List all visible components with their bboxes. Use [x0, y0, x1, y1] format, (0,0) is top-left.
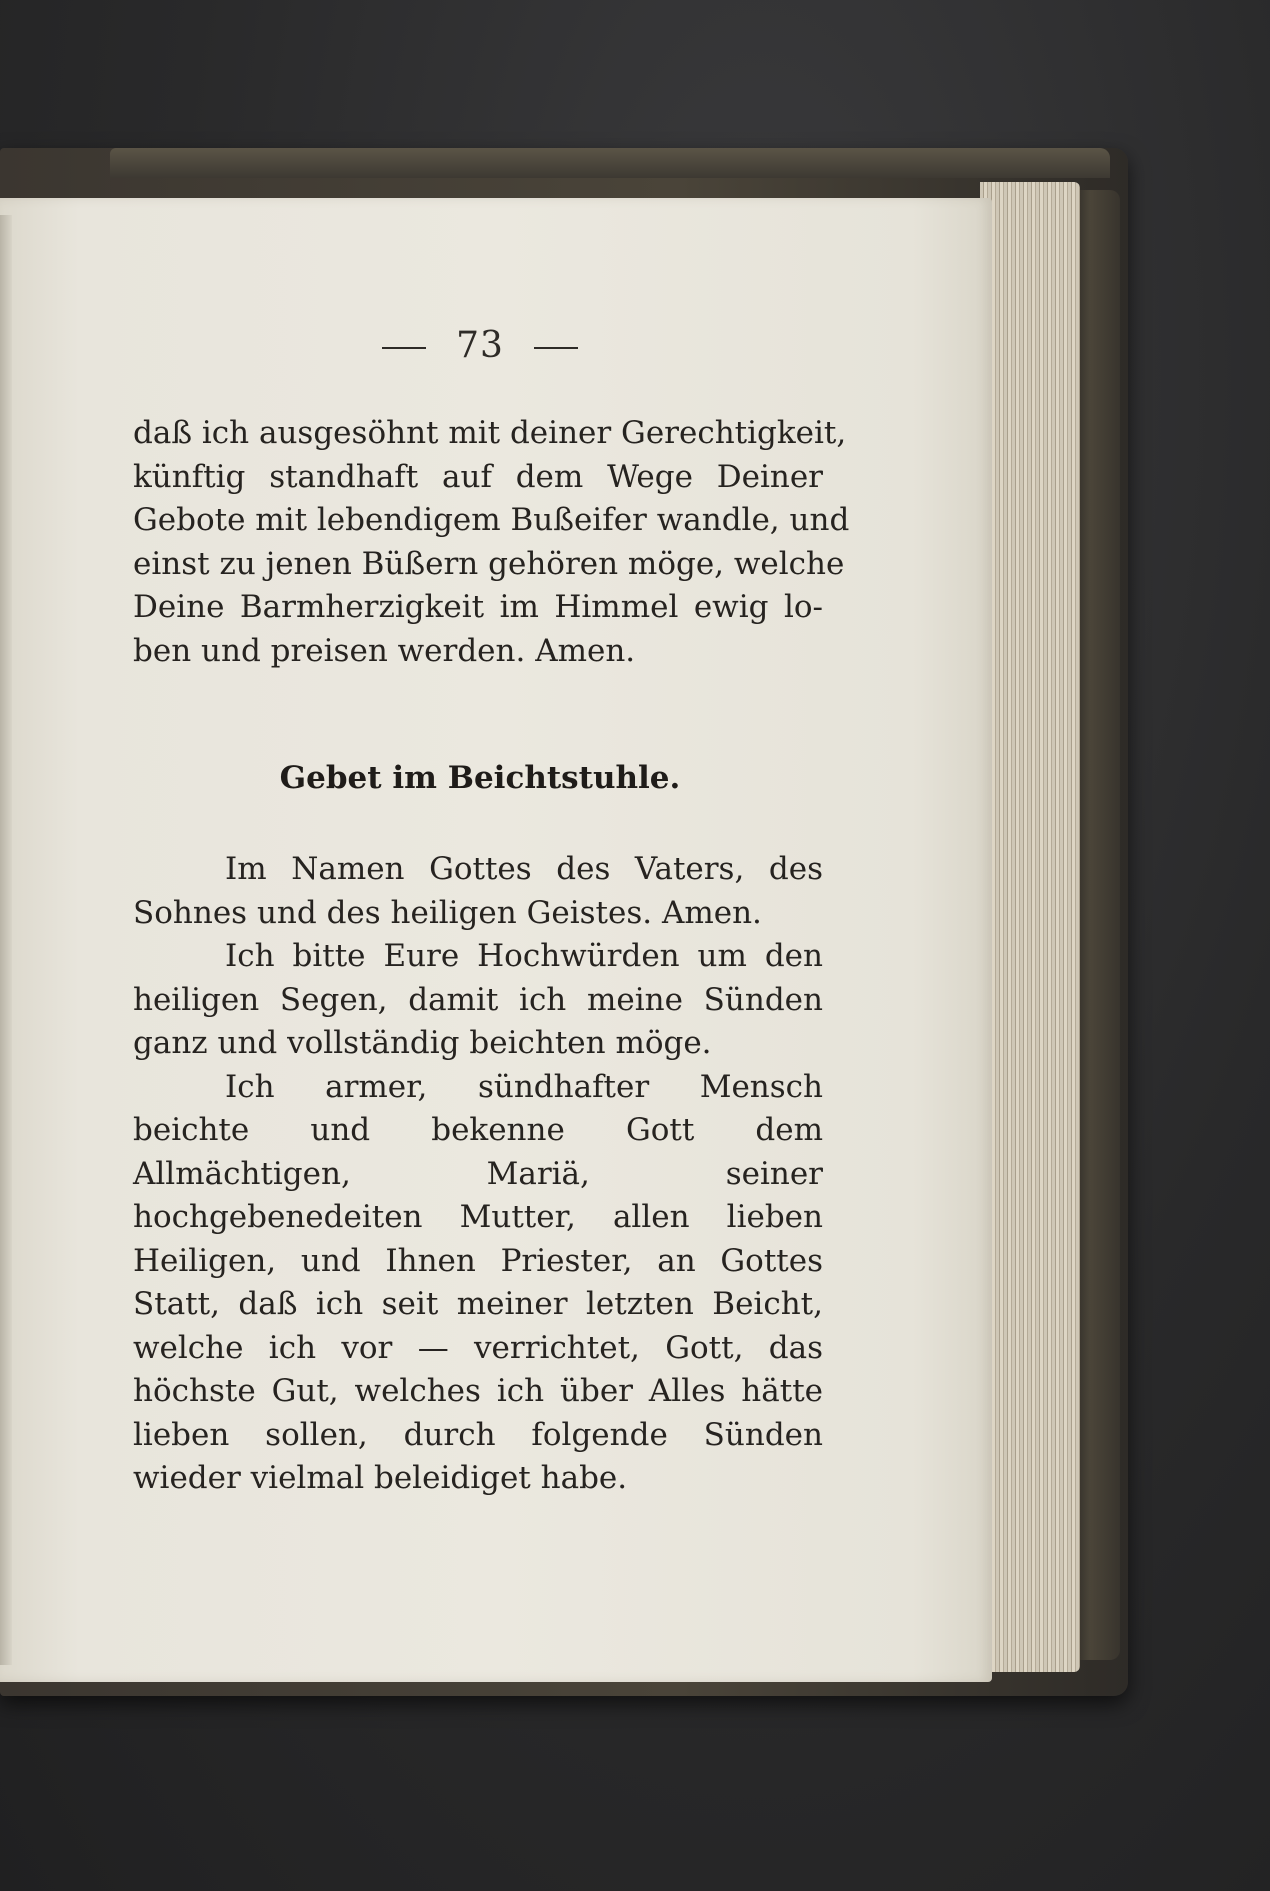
text-line: einst zu jenen Büßern gehören möge, welche	[133, 545, 845, 582]
page-number: 73	[456, 325, 504, 366]
header-dash-left	[382, 347, 426, 349]
page-edges-stack	[980, 182, 1080, 1672]
book-cover-top-edge	[110, 148, 1110, 178]
text-line: daß ich ausgesöhnt mit deiner Gerechtigkeit,	[133, 415, 847, 451]
intro-paragraph	[133, 412, 850, 673]
paragraph: Ich armer, sündhafter Mensch beichte und bekenne Gott dem Allmächtigen, Mariä, seiner hochgebenedeiten Mutter, allen lieben Heiligen, und Ihnen Priester, an Gottes Statt, daß ich seit meiner letzten Beicht, welche ich vor — verrichtet, Gott, das höchste Gut, welches ich über Alles hätte lieben sollen, durch folgende Sünden wieder vielmal beleidiget habe.	[133, 1068, 823, 1496]
text-line: ben und preisen werden. Amen.	[133, 632, 636, 669]
paragraph: Ich bitte Eure Hochwürden um den heiligen Segen, damit ich meine Sünden ganz und vollständig beichten möge.	[133, 938, 823, 1061]
text-line: Gebote mit lebendigem Bußeifer wandle, und	[133, 502, 850, 538]
text-line: künftig standhaft auf dem Wege Deiner	[133, 458, 823, 495]
prayer-body	[133, 848, 823, 1501]
paragraph: Im Namen Gottes des Vaters, des Sohnes und des heiligen Geistes. Amen.	[133, 851, 823, 931]
header-dash-right	[534, 347, 578, 349]
facing-page-edge	[0, 215, 12, 1665]
page-header	[0, 325, 960, 366]
text-line: Deine Barmherzigkeit im Himmel ewig lo-	[133, 589, 823, 625]
section-heading: Gebet im Beichtstuhle.	[279, 760, 681, 796]
